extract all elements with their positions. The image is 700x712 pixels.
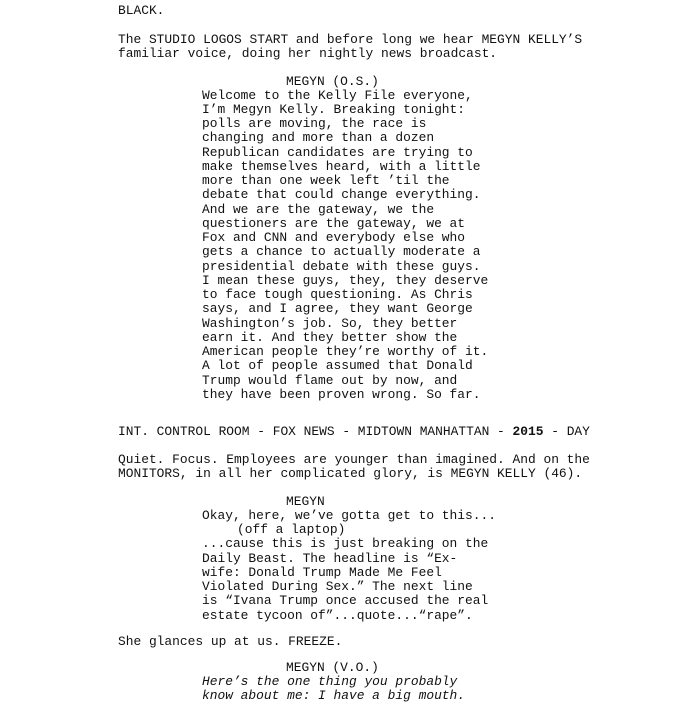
character-cue: MEGYN (V.O.): [286, 660, 379, 675]
dialogue-line: Trump would flame out by now, and: [202, 373, 458, 388]
dialogue-line: estate tycoon of”...quote...“rape”.: [202, 608, 473, 623]
action-line: familiar voice, doing her nightly news broadcast.: [118, 46, 498, 61]
dialogue-line: more than one week left ’til the: [202, 173, 450, 188]
dialogue-line: Daily Beast. The headline is “Ex-: [202, 551, 458, 566]
scene-heading-year: 2015: [512, 424, 544, 439]
dialogue-line: wife: Donald Trump Made Me Feel: [202, 565, 442, 580]
character-cue: MEGYN: [286, 494, 325, 509]
dialogue-line: changing and more than a dozen: [202, 130, 435, 145]
action-line: Quiet. Focus. Employees are younger than imagined. And on the: [118, 452, 590, 467]
dialogue-line: earn it. And they better show the: [202, 330, 458, 345]
dialogue-line: is “Ivana Trump once accused the real: [202, 593, 489, 608]
dialogue-line: Here’s the one thing you probably: [202, 674, 458, 689]
dialogue-line: Okay, here, we’ve gotta get to this...: [202, 508, 496, 523]
dialogue-line: I mean these guys, they, they deserve: [202, 273, 489, 288]
dialogue-line: debate that could change everything.: [202, 187, 481, 202]
scene-heading-prefix: INT. CONTROL ROOM - FOX NEWS - MIDTOWN MANHATTAN -: [118, 424, 513, 439]
dialogue-line: gets a chance to actually moderate a: [202, 244, 481, 259]
action-line: BLACK.: [118, 3, 165, 18]
dialogue-line: questioners are the gateway, we at: [202, 216, 466, 231]
dialogue-line: I’m Megyn Kelly. Breaking tonight:: [202, 102, 466, 117]
action-line: She glances up at us. FREEZE.: [118, 634, 343, 649]
dialogue-line: And we are the gateway, we the: [202, 202, 435, 217]
dialogue-line: says, and I agree, they want George: [202, 301, 473, 316]
dialogue-line: A lot of people assumed that Donald: [202, 358, 473, 373]
dialogue-line: they have been proven wrong. So far.: [202, 387, 481, 402]
scene-heading-suffix: - DAY: [543, 424, 590, 439]
dialogue-line: make themselves heard, with a little: [202, 159, 481, 174]
dialogue-line: Washington’s job. So, they better: [202, 316, 458, 331]
dialogue-line: Fox and CNN and everybody else who: [202, 230, 466, 245]
character-cue: MEGYN (O.S.): [286, 74, 379, 89]
dialogue-line: Violated During Sex.” The next line: [202, 579, 473, 594]
dialogue-line: Republican candidates are trying to: [202, 145, 473, 160]
dialogue-line: polls are moving, the race is: [202, 116, 427, 131]
dialogue-line: Welcome to the Kelly File everyone,: [202, 88, 473, 103]
parenthetical: (off a laptop): [237, 522, 346, 537]
action-line: MONITORS, in all her complicated glory, is MEGYN KELLY (46).: [118, 466, 583, 481]
dialogue-line: ...cause this is just breaking on the: [202, 536, 489, 551]
dialogue-line: American people they’re worthy of it.: [202, 344, 489, 359]
scene-heading: [118, 425, 590, 439]
dialogue-line: presidential debate with these guys.: [202, 259, 481, 274]
dialogue-line: to face tough questioning. As Chris: [202, 287, 473, 302]
action-line: The STUDIO LOGOS START and before long we hear MEGYN KELLY’S: [118, 32, 583, 47]
dialogue-line: know about me: I have a big mouth.: [202, 688, 466, 703]
